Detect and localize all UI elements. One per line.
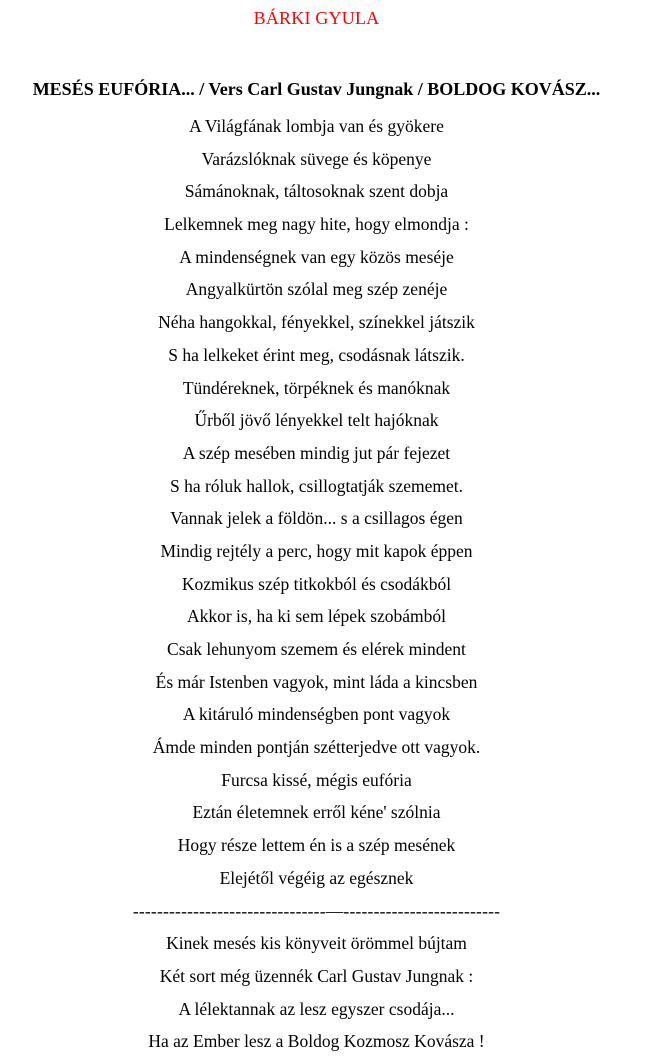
- poem-line: Furcsa kissé, mégis eufória: [221, 769, 412, 790]
- poem-line: Elejétől végéig az egésznek: [219, 867, 414, 888]
- poem-line: A szép mesében mindig jut pár fejezet: [182, 442, 451, 463]
- poem-line: Lelkemnek meg nagy hite, hogy elmondja :: [164, 214, 469, 235]
- author-title: BÁRKI GYULA: [253, 8, 380, 28]
- poem-stanza-main: [0, 110, 633, 895]
- poem-line: Sámánoknak, táltosoknak szent dobja: [184, 181, 449, 202]
- separator-line: --------------------------------—--------------------------: [132, 900, 501, 921]
- poem-line: Varázslóknak süvege és köpenye: [201, 148, 432, 169]
- poem-line: Néha hangokkal, fényekkel, színekkel játszik: [158, 312, 475, 333]
- poem-heading: MESÉS EUFÓRIA... / Vers Carl Gustav Jungnak / BOLDOG KOVÁSZ...: [32, 79, 601, 99]
- poem-line: Mindig rejtély a perc, hogy mit kapok éppen: [160, 540, 473, 561]
- poem-line: Akkor is, ha ki sem lépek szobámból: [186, 606, 447, 627]
- poem-line: A kitáruló mindenségben pont vagyok: [182, 704, 451, 725]
- closing-line: Két sort még üzennék Carl Gustav Jungnak :: [159, 965, 474, 986]
- closing-line: Kinek mesés kis könyveit örömmel bújtam: [166, 933, 467, 954]
- poem-line: Vannak jelek a földön... s a csillagos égen: [170, 508, 463, 529]
- poem-line: S ha lelkeket érint meg, csodásnak látszik.: [168, 344, 465, 365]
- poem-line: Ámde minden pontján szétterjedve ott vagyok.: [152, 737, 481, 758]
- poem-line: Hogy része lettem én is a szép mesének: [177, 835, 456, 856]
- poem-line: Eztán életemnek erről kéne' szólnia: [192, 802, 441, 823]
- closing-line: Ha az Ember lesz a Boldog Kozmosz Kovásza !: [148, 1031, 485, 1052]
- poem-line: És már Istenben vagyok, mint láda a kincsben: [155, 671, 478, 692]
- poem-line: Csak lehunyom szemem és elérek mindent: [167, 639, 466, 659]
- closing-line: A lélektannak az lesz egyszer csodája...: [178, 998, 455, 1019]
- poem-line: A mindenségnek van egy közös meséje: [179, 246, 454, 267]
- poem-line: S ha róluk hallok, csillogtatják szememet.: [169, 475, 464, 496]
- poem-stanza-closing: [0, 927, 633, 1058]
- poem-line: Kozmikus szép titkokból és csodákból: [181, 573, 452, 594]
- poem-line: Angyalkürtön szólal meg szép zenéje: [185, 279, 448, 300]
- poem-line: Űrből jövő lényekkel telt hajóknak: [194, 410, 439, 431]
- poem-line: A Világfának lombja van és gyökere: [189, 116, 444, 136]
- poem-line: Tündéreknek, törpéknek és manóknak: [182, 377, 451, 398]
